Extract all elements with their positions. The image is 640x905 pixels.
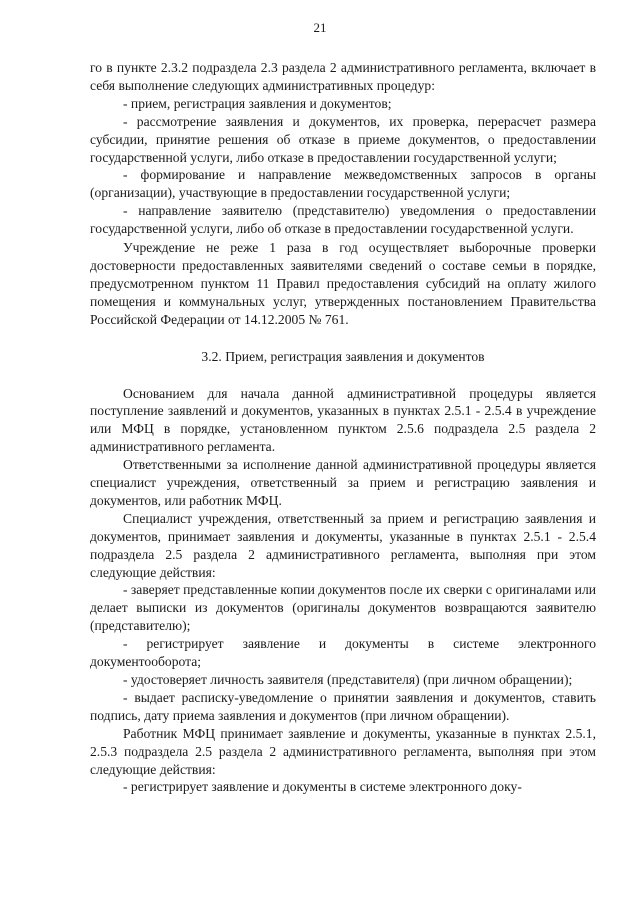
document-body xyxy=(90,59,596,796)
procedure-item: - рассмотрение заявления и документов, их проверка, перерасчет размера субсидии, принятие решения об отказе в приеме документов, о предоставлении государственной услуги, либо отказе в предоставлении государственной услуги; xyxy=(90,113,596,165)
basis-paragraph: Основанием для начала данной административной процедуры является поступление заявлений и документов, указанных в пунктах 2.5.1 - 2.5.4 в учреждение или МФЦ в порядке, установленном пунктом 2.5.6 подраздела 2.5 раздела 2 административного регламента. xyxy=(90,385,596,455)
mfc-action-item: - регистрирует заявление и документы в системе электронного доку- xyxy=(123,779,522,795)
specialist-action-item: - выдает расписку-уведомление о принятии заявления и документов, ставить подпись, дату приема заявления и документов (при личном обращении). xyxy=(90,689,596,723)
procedure-item: - прием, регистрация заявления и документов; xyxy=(123,95,392,111)
specialist-paragraph: Специалист учреждения, ответственный за прием и регистрацию заявления и документов, принимает заявления и документы, указанные в пунктах 2.5.1 - 2.5.4 подраздела 2.5 раздела 2 административного регламента, выполняя при этом следующие действия: xyxy=(90,510,596,580)
page-number: 21 xyxy=(313,20,327,35)
responsible-paragraph: Ответственными за исполнение данной административной процедуры является специалист учреждения, ответственный за прием и регистрацию заявления и документов, или работник МФЦ. xyxy=(90,457,596,508)
continuation-paragraph: го в пункте 2.3.2 подраздела 2.3 раздела 2 административного регламента, включает в себя выполнение следующих административных процедур: xyxy=(90,60,596,93)
checks-paragraph: Учреждение не реже 1 раза в год осуществляет выборочные проверки достоверности предоставленных заявителями сведений о составе семьи в порядке, предусмотренном пунктом 11 Правил предоставления субсидий на оплату жилого помещения и коммунальных услуг, утвержденных постановлением Правительства Российской Федерации от 14.12.2005 № 761. xyxy=(90,240,596,327)
specialist-action-item: - удостоверяет личность заявителя (представителя) (при личном обращении); xyxy=(123,672,573,687)
procedure-item: - формирование и направление межведомственных запросов в органы (организации), участвующие в предоставлении государственной услуги; xyxy=(90,167,596,201)
procedure-item: - направление заявителю (представителю) уведомления о предоставлении государственной услуги, либо об отказе в предоставлении государственной услуги. xyxy=(90,203,596,237)
specialist-action-item: - регистрирует заявление и документы в системе электронного документооборота; xyxy=(90,636,596,670)
mfc-paragraph: Работник МФЦ принимает заявление и документы, указанные в пунктах 2.5.1, 2.5.3 подраздела 2.5 раздела 2 административного регламента, выполняя при этом следующие действия: xyxy=(90,725,596,777)
specialist-action-item: - заверяет представленные копии документов после их сверки с оригиналами или делает выписки из документов (оригиналы документов возвращаются заявителю (представителю); xyxy=(90,582,596,634)
section-heading: 3.2. Прием, регистрация заявления и документов xyxy=(201,348,485,364)
